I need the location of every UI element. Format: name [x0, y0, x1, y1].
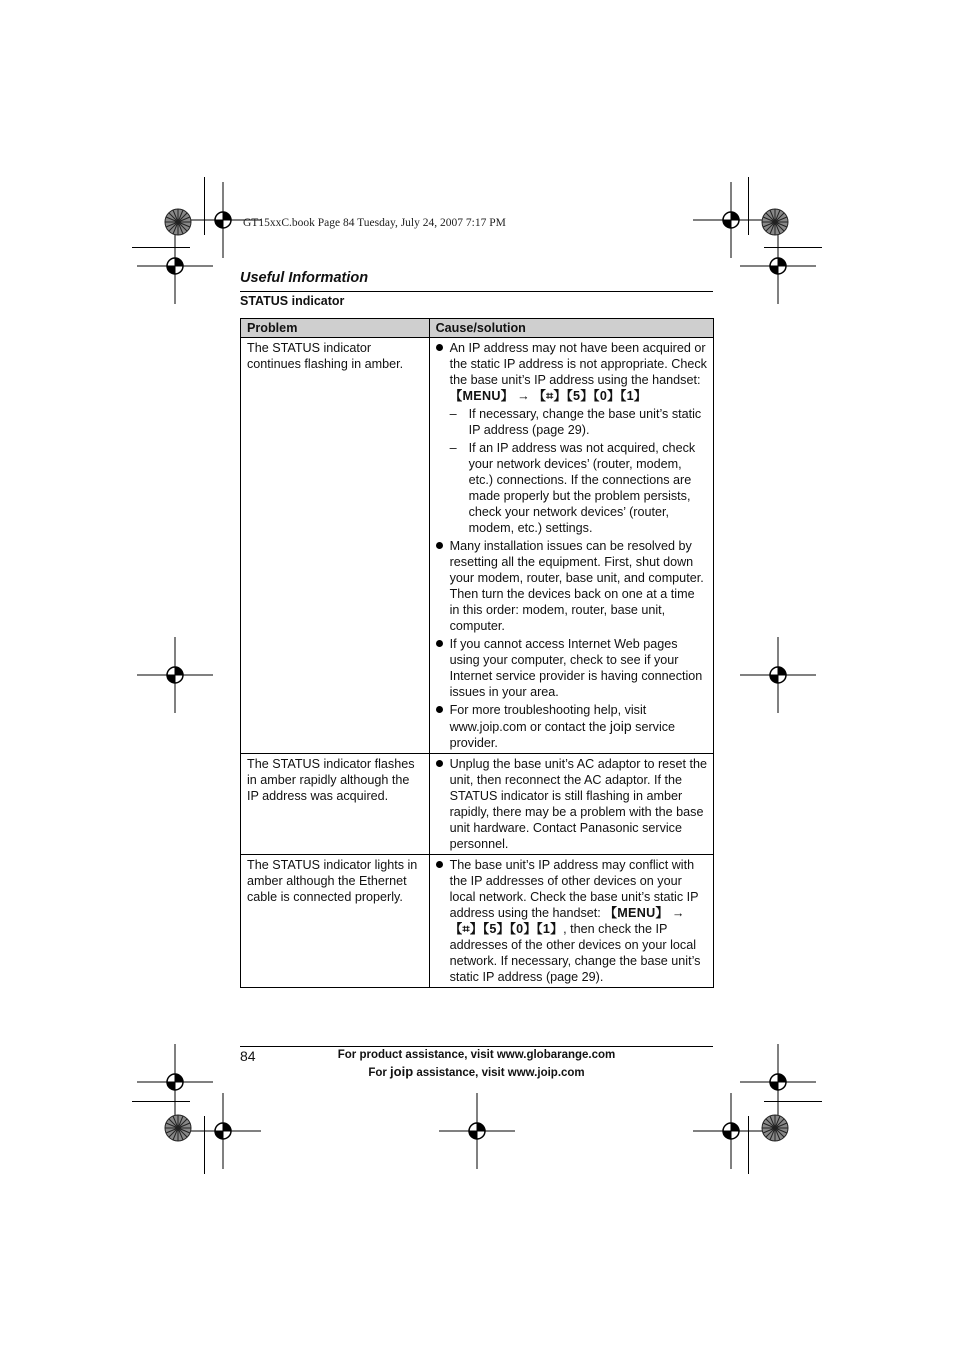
troubleshooting-table — [240, 318, 714, 988]
table-row — [241, 855, 714, 988]
problem-cell: The STATUS indicator lights in amber although the Ethernet cable is connected properly. — [241, 855, 430, 988]
problem-cell: The STATUS indicator continues flashing in amber. — [241, 338, 430, 754]
dash-icon: – — [449, 407, 457, 421]
print-stamp: GT15xxC.book Page 84 Tuesday, July 24, 2007 7:17 PM — [243, 217, 506, 229]
bullet-icon — [436, 706, 443, 713]
solution-subitem: – If an IP address was not acquired, check your network devices’ (router, modem, etc.) connections. If the connections are made properly but the problem persists, check your network devices’ (router, modem, etc.) settings. — [449, 441, 696, 535]
bullet-icon — [436, 861, 443, 868]
key-sequence: 【⌗】【5】【0】【1】 — [533, 389, 647, 403]
solution-bullet: Unplug the base unit’s AC adaptor to reset the unit, then reconnect the AC adaptor. If the STATUS indicator is still flashing in amber rapidly, there may be a problem with the base unit hardware. Contact Panasonic service personnel. — [436, 756, 707, 852]
solution-bullet: An IP address may not have been acquired or the static IP address is not appropriate. Check the base unit’s IP address using the handset: 【MENU】 → 【⌗】【5】【0】【1】 — [436, 340, 707, 404]
bullet-icon — [436, 640, 443, 647]
page-number: 84 — [240, 1048, 256, 1064]
bullet-icon — [436, 760, 443, 767]
arrow-icon: → — [671, 906, 685, 920]
menu-key-label: 【MENU】 — [449, 389, 514, 403]
joip-brand: joip — [390, 1064, 414, 1079]
table-header-row — [241, 319, 714, 338]
subsection-title: STATUS indicator — [240, 294, 345, 308]
menu-key-label: 【MENU】 — [604, 906, 669, 920]
problem-cell: The STATUS indicator flashes in amber rapidly although the IP address was acquired. — [241, 754, 430, 855]
solution-bullet: For more troubleshooting help, visit www.joip.com or contact the joip service provider. — [436, 702, 707, 751]
solution-cell — [429, 855, 713, 988]
bullet-icon — [436, 344, 443, 351]
section-title: Useful Information — [240, 270, 369, 286]
solution-subitem: – If necessary, change the base unit’s static IP address (page 29). — [449, 407, 702, 437]
key-sequence: 【⌗】【5】【0】【1】 — [449, 922, 564, 936]
table-row — [241, 338, 714, 754]
solution-bullet: The base unit’s IP address may conflict with the IP addresses of other devices on your local network. Check the base unit’s static IP address using the handset: 【MENU】 → 【⌗】【5】【0】【1】, then check the IP addresses of the other devices on your local network. If necessary, change the base unit’s static IP address (page 29). — [436, 857, 707, 985]
solution-bullet: If you cannot access Internet Web pages using your computer, check to see if your Internet service provider is having connection issues in your area. — [436, 636, 707, 700]
solution-cell — [429, 754, 713, 855]
bullet-icon — [436, 542, 443, 549]
footer-line-2: For joip assistance, visit www.joip.com — [368, 1064, 585, 1079]
solution-cell — [429, 338, 713, 754]
arrow-icon: → — [517, 389, 530, 403]
solution-bullet: Many installation issues can be resolved by resetting all the equipment. First, shut down your modem, router, base unit, and computer. Then turn the devices back on one at a time in this order: modem, router, base unit, computer. — [436, 538, 707, 634]
joip-brand: joip — [609, 718, 632, 734]
footer-divider — [240, 1046, 713, 1047]
column-header-problem: Problem — [241, 319, 430, 338]
footer-line-1: For product assistance, visit www.globarange.com — [337, 1049, 616, 1061]
section-divider — [240, 291, 713, 292]
column-header-cause-solution: Cause/solution — [429, 319, 713, 338]
dash-icon: – — [449, 441, 457, 455]
table-row — [241, 754, 714, 855]
